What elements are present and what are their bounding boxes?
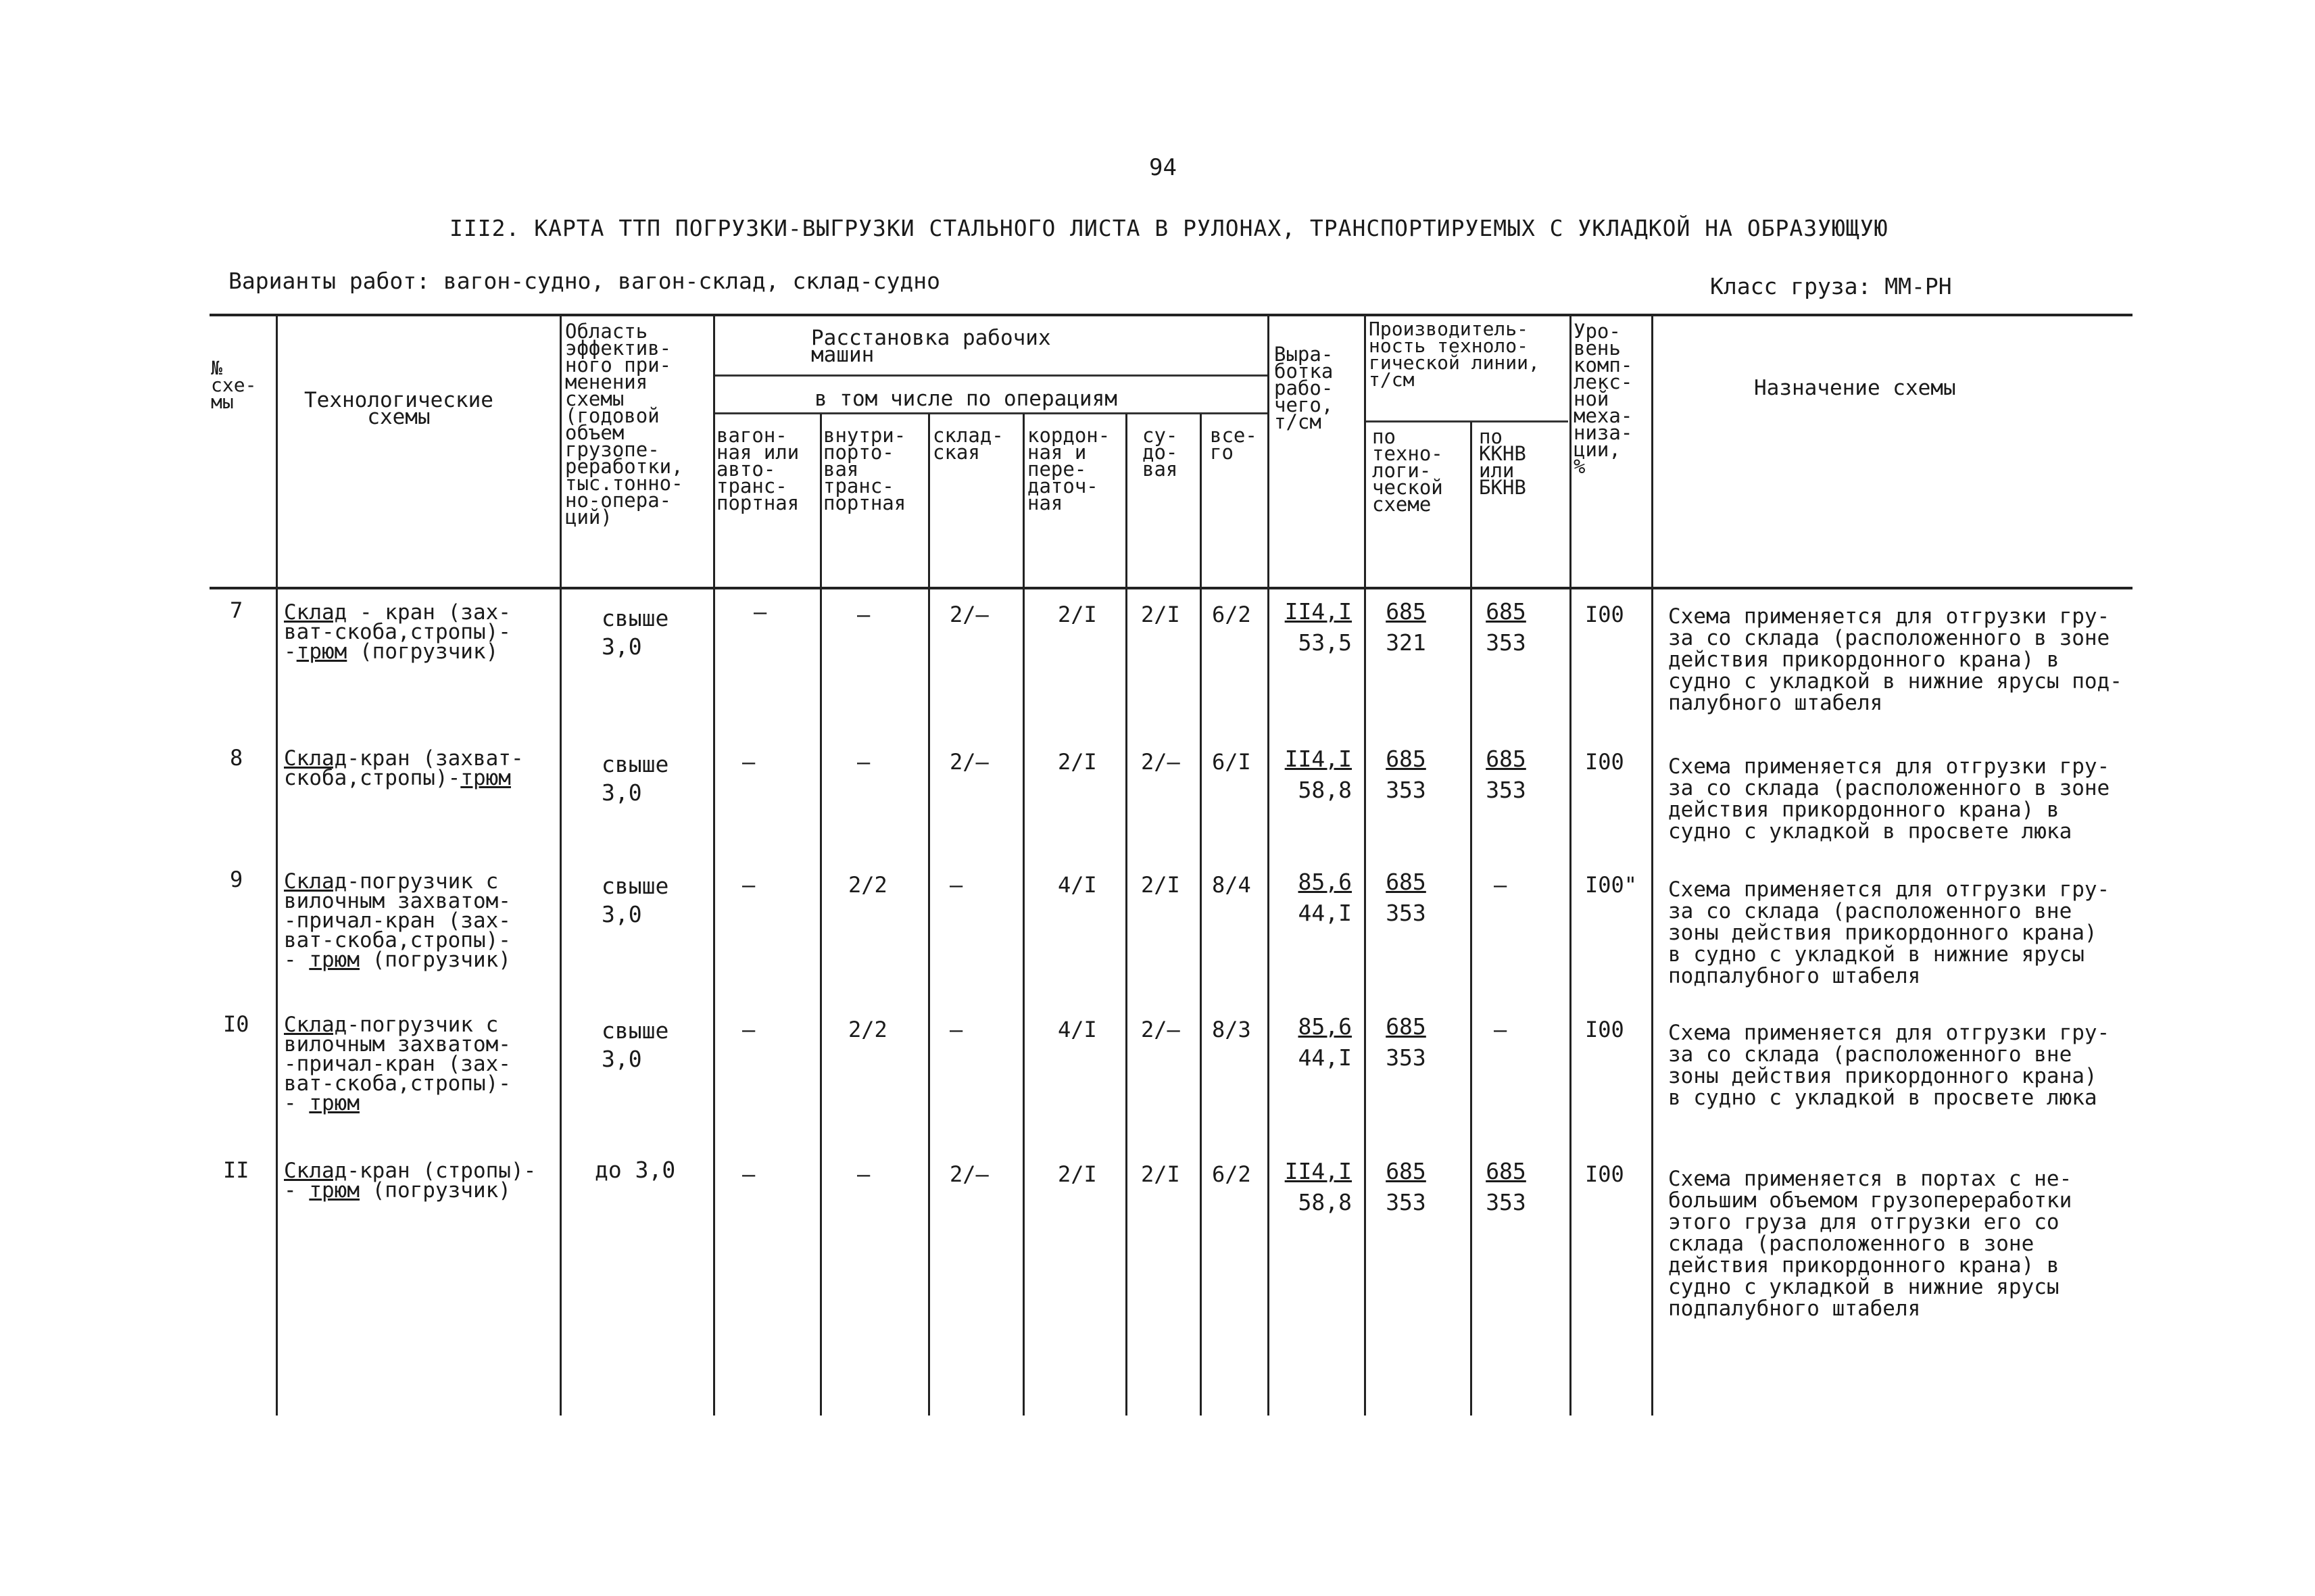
output-bottom: 58,8 <box>1298 1189 1352 1215</box>
productivity-scheme <box>1379 596 1433 658</box>
col-divider <box>1470 422 1472 1416</box>
prod-top: 685 <box>1386 1158 1426 1184</box>
prod-top: 685 <box>1386 869 1426 895</box>
mechanization-level: I00 <box>1585 1161 1624 1187</box>
inport-value: 2/2 <box>848 1017 887 1042</box>
technological-scheme <box>284 600 511 664</box>
ship-value: 2/– <box>1141 1017 1180 1042</box>
table-top-rule <box>210 314 2133 316</box>
mechanization-level: I00 <box>1585 1017 1624 1042</box>
header-scheme-number: № схе- мы <box>211 357 257 413</box>
col-divider <box>713 314 715 1416</box>
scheme-hold: трюм <box>309 1091 360 1115</box>
wagon-value: – <box>742 749 756 775</box>
col-divider <box>1023 414 1025 1416</box>
output-bottom: 53,5 <box>1298 629 1352 656</box>
productivity-sub-rule <box>1365 420 1568 422</box>
technological-scheme <box>284 1015 511 1113</box>
productivity-kkhnv <box>1479 744 1533 806</box>
header-by-scheme: по техно- логи- ческой схеме <box>1372 425 1443 516</box>
wagon-value: – <box>742 1161 756 1187</box>
cargo-class: Класс груза: ММ-РН <box>1710 273 1952 299</box>
kkhnv-top: 685 <box>1486 746 1526 772</box>
productivity-kkhnv <box>1479 1156 1533 1218</box>
cordon-value: 2/I <box>1058 1161 1097 1187</box>
output-bottom: 58,8 <box>1298 777 1352 803</box>
application-area: до 3,0 <box>595 1157 676 1183</box>
col-divider <box>560 314 562 1416</box>
scheme-hold: трюм <box>460 766 511 790</box>
prod-bottom: 353 <box>1386 900 1426 926</box>
warehouse-value: – <box>950 872 963 898</box>
application-area: свыше 3,0 <box>602 873 669 927</box>
application-area: свыше 3,0 <box>602 751 669 806</box>
prod-top: 685 <box>1386 1013 1426 1040</box>
output-top: II4,I <box>1284 1158 1352 1184</box>
header-mechanization-level: Уро- вень комп- лекс- ной меха- низа- ции, % <box>1574 320 1633 478</box>
scheme-purpose: Схема применяется для отгрузки гру- за со склада (расположенного в зоне действия прикордонного крана) в судно с укладкой в просвете люка <box>1668 754 2110 844</box>
header-machine-placement: Расстановка рабочих машин <box>811 326 1051 367</box>
cordon-value: 2/I <box>1058 602 1097 627</box>
productivity-scheme <box>1379 867 1433 929</box>
kkhnv-bottom: 353 <box>1486 1189 1526 1215</box>
productivity-kkhnv: – <box>1494 1017 1507 1042</box>
warehouse-value: 2/– <box>950 602 989 627</box>
total-value: 6/2 <box>1212 1161 1251 1187</box>
total-value: 6/2 <box>1212 602 1251 627</box>
worker-output <box>1277 1156 1352 1218</box>
col-divider <box>1125 414 1127 1416</box>
output-top: 85,6 <box>1298 869 1352 895</box>
col-divider <box>1267 314 1269 1416</box>
scheme-start: Склад <box>284 600 347 625</box>
scheme-start: Склад <box>284 1159 347 1183</box>
scheme-text: -кран (захват- скоба,стропы)- <box>284 746 524 790</box>
header-worker-output: Выра- ботка рабо- чего, т/см <box>1274 343 1334 433</box>
ship-value: 2/I <box>1141 872 1180 898</box>
worker-output <box>1277 744 1352 806</box>
scheme-purpose: Схема применяется в портах с не- большим объемом грузопереработки этого груза для отгрузки его со склада (расположенного в зоне действия прикордонного крана) в судно с укладкой в нижние ярусы подпалубного штабеля <box>1668 1167 2072 1321</box>
warehouse-value: 2/– <box>950 1161 989 1187</box>
kkhnv-top: 685 <box>1486 1158 1526 1184</box>
wagon-value: – <box>742 872 756 898</box>
total-value: 6/I <box>1212 749 1251 775</box>
scheme-text: - кран (зах- ват-скоба,стропы)- - <box>284 600 511 664</box>
cordon-value: 4/I <box>1058 872 1097 898</box>
scheme-hold: трюм <box>296 639 347 664</box>
header-including-operations: в том числе по операциям <box>814 387 1117 411</box>
cordon-value: 2/I <box>1058 749 1097 775</box>
worker-output <box>1277 867 1352 929</box>
kkhnv-bottom: 353 <box>1486 777 1526 803</box>
ship-value: 2/I <box>1141 1161 1180 1187</box>
header-purpose: Назначение схемы <box>1754 376 1956 400</box>
application-area: свыше 3,0 <box>602 1017 669 1072</box>
total-value: 8/3 <box>1212 1017 1251 1042</box>
inport-value: – <box>857 602 871 627</box>
scheme-number: 8 <box>230 745 243 771</box>
placement-sub-rule <box>713 374 1267 377</box>
mechanization-level: I00" <box>1585 872 1638 898</box>
total-value: 8/4 <box>1212 872 1251 898</box>
operations-sub-rule <box>713 412 1267 414</box>
scheme-number: 7 <box>230 598 243 623</box>
scheme-tail: (погрузчик) <box>359 1178 511 1203</box>
technological-scheme <box>284 746 524 790</box>
scheme-number: II <box>223 1157 249 1183</box>
prod-bottom: 353 <box>1386 1189 1426 1215</box>
prod-top: 685 <box>1386 598 1426 625</box>
cordon-value: 4/I <box>1058 1017 1097 1042</box>
technological-scheme <box>284 1161 536 1201</box>
scheme-number: I0 <box>223 1011 249 1037</box>
output-bottom: 44,I <box>1298 900 1352 926</box>
application-area: свыше 3,0 <box>602 605 669 660</box>
wagon-value: – <box>754 599 767 625</box>
productivity-kkhnv <box>1479 596 1533 658</box>
inport-value: 2/2 <box>848 872 887 898</box>
header-wagon-auto: вагон- ная или авто- транс- портная <box>716 424 800 514</box>
col-divider <box>1651 314 1653 1416</box>
worker-output <box>1277 1011 1352 1073</box>
prod-bottom: 321 <box>1386 629 1426 656</box>
col-divider <box>820 414 822 1416</box>
header-in-port: внутри- порто- вая транс- портная <box>823 424 906 514</box>
scheme-purpose: Схема применяется для отгрузки гру- за со склада (расположенного вне зоны действия прикордонного крана) в судно с укладкой в нижние ярусы подпалубного штабеля <box>1668 877 2110 988</box>
work-variants: Варианты работ: вагон-судно, вагон-склад, склад-судно <box>228 268 940 294</box>
page-number: 94 <box>1149 154 1177 181</box>
prod-bottom: 353 <box>1386 777 1426 803</box>
scheme-text: -погрузчик с вилочным захватом- -причал-кран (зах- ват-скоба,стропы)- - <box>284 1013 511 1115</box>
inport-value: – <box>857 749 871 775</box>
col-divider <box>1200 414 1202 1416</box>
scheme-text: -погрузчик с вилочным захватом- -причал-кран (зах- ват-скоба,стропы)- - <box>284 869 511 972</box>
document-title: III2. КАРТА ТТП ПОГРУЗКИ-ВЫГРУЗКИ СТАЛЬНОГО ЛИСТА В РУЛОНАХ, ТРАНСПОРТИРУЕМЫХ С УКЛАДКОЙ НА ОБРАЗУЮЩУЮ <box>449 215 1888 241</box>
productivity-scheme <box>1379 744 1433 806</box>
scheme-hold: трюм <box>309 948 360 972</box>
warehouse-value: 2/– <box>950 749 989 775</box>
wagon-value: – <box>742 1017 756 1042</box>
output-top: II4,I <box>1284 598 1352 625</box>
scheme-start: Склад <box>284 746 347 771</box>
prod-bottom: 353 <box>1386 1044 1426 1071</box>
scheme-tail: (погрузчик) <box>347 639 499 664</box>
header-application-area: Область эффектив- ного при- менения схемы (годовой объем грузопе- реработки, тыс.тонно- но-опера- ций) <box>565 320 683 529</box>
header-ship: су- до- вая <box>1142 424 1178 481</box>
scheme-number: 9 <box>230 867 243 892</box>
header-warehouse: склад- ская <box>933 424 1004 464</box>
col-divider <box>1364 314 1366 1416</box>
kkhnv-top: 685 <box>1486 598 1526 625</box>
header-technological-schemes: Технологические схемы <box>304 388 493 429</box>
header-cordon: кордон- ная и пере- даточ- ная <box>1027 424 1111 514</box>
ship-value: 2/I <box>1141 602 1180 627</box>
header-productivity: Производитель- ность техноло- гической линии, т/см <box>1369 318 1540 391</box>
productivity-scheme <box>1379 1156 1433 1218</box>
header-total: все- го <box>1210 424 1257 464</box>
col-divider <box>928 414 930 1416</box>
scheme-purpose: Схема применяется для отгрузки гру- за со склада (расположенного в зоне действия прикордонного крана) в судно с укладкой в нижние ярусы под- палубного штабеля <box>1668 604 2122 715</box>
output-bottom: 44,I <box>1298 1044 1352 1071</box>
prod-top: 685 <box>1386 746 1426 772</box>
productivity-kkhnv: – <box>1494 872 1507 898</box>
scheme-text: -кран (стропы)- - <box>284 1159 537 1203</box>
warehouse-value: – <box>950 1017 963 1042</box>
ship-value: 2/– <box>1141 749 1180 775</box>
mechanization-level: I00 <box>1585 602 1624 627</box>
kkhnv-bottom: 353 <box>1486 629 1526 656</box>
header-by-kkhnv: по ККНВ или БКНВ <box>1479 425 1526 499</box>
col-divider <box>1569 314 1571 1416</box>
productivity-scheme <box>1379 1011 1433 1073</box>
output-top: 85,6 <box>1298 1013 1352 1040</box>
worker-output <box>1277 596 1352 658</box>
col-divider <box>276 314 278 1416</box>
scheme-start: Склад <box>284 869 347 894</box>
mechanization-level: I00 <box>1585 749 1624 775</box>
scheme-purpose: Схема применяется для отгрузки гру- за со склада (расположенного вне зоны действия прикордонного крана) в судно с укладкой в просвете люка <box>1668 1021 2110 1110</box>
technological-scheme <box>284 869 511 972</box>
inport-value: – <box>857 1161 871 1187</box>
scheme-start: Склад <box>284 1013 347 1037</box>
scheme-tail: (погрузчик) <box>359 948 511 972</box>
table-header-rule <box>210 587 2133 589</box>
output-top: II4,I <box>1284 746 1352 772</box>
scheme-hold: трюм <box>309 1178 360 1203</box>
